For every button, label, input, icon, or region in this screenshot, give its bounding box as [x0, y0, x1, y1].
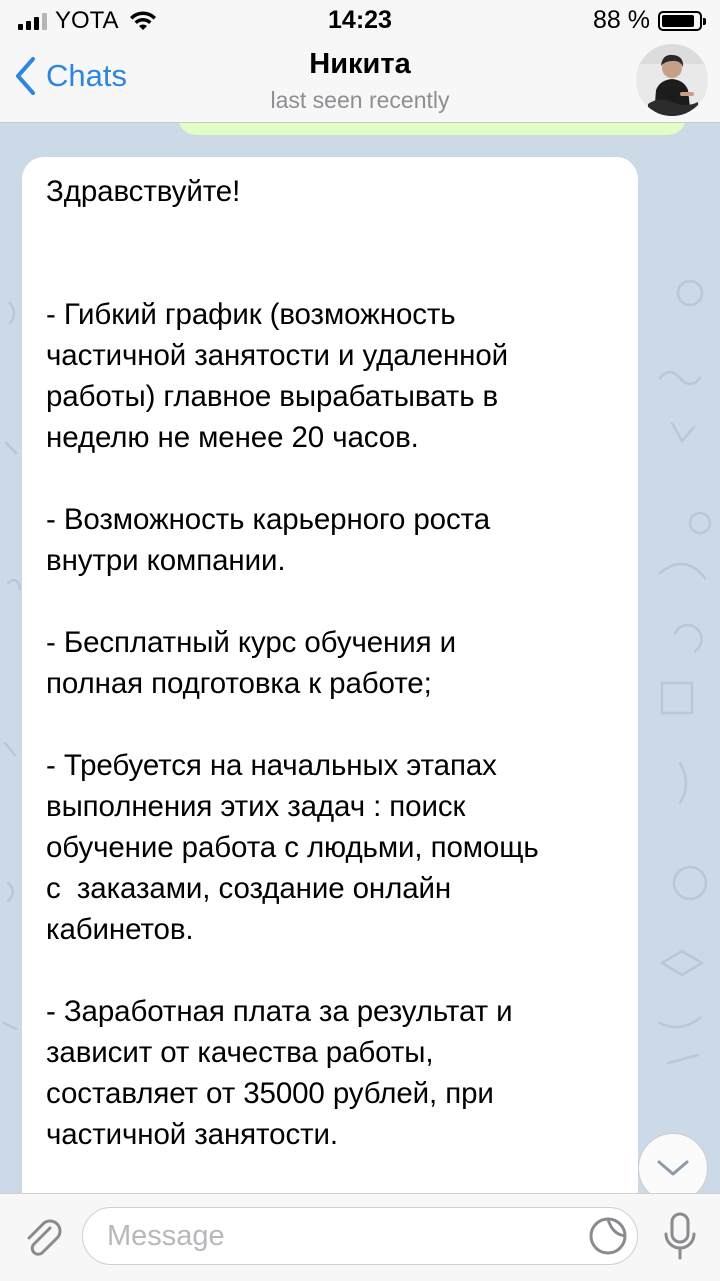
chat-header	[0, 40, 720, 123]
message-item-salary: - Заработная плата за результат и зависит от качества работы, составляет от 35000 рублей, при частичной занятости.	[46, 995, 513, 1151]
paperclip-icon[interactable]	[20, 1214, 64, 1258]
status-time: 14:23	[328, 6, 392, 34]
chat-subtitle: last seen recently	[270, 87, 450, 113]
sticker-icon[interactable]	[586, 1214, 630, 1258]
message-item-tasks: - Требуется на начальных этапах выполнения этих задач : поиск обучение работа с людьми, помощь с заказами, создание онлайн кабинетов.	[46, 749, 539, 946]
message-item-training: - Бесплатный курс обучения и полная подготовка к работе;	[46, 626, 456, 700]
avatar[interactable]	[636, 44, 708, 116]
avatar-image	[636, 44, 708, 116]
carrier-name: YOTA	[55, 7, 119, 34]
incoming-message-bubble[interactable]	[22, 157, 638, 1193]
battery-icon	[658, 11, 702, 31]
previous-message-bubble	[178, 123, 686, 135]
status-bar	[0, 0, 720, 40]
message-input-bar	[0, 1193, 720, 1281]
message-spacer	[46, 704, 616, 745]
battery-level	[662, 15, 694, 27]
back-label: Chats	[46, 58, 127, 93]
message-blank-line	[46, 212, 616, 294]
message-input[interactable]	[82, 1207, 638, 1265]
message-spacer	[46, 581, 616, 622]
battery-percent: 88 %	[593, 6, 650, 34]
chat-area[interactable]	[0, 123, 720, 1193]
status-right	[593, 6, 702, 35]
message-spacer	[46, 458, 616, 499]
chat-title: Никита	[309, 48, 411, 80]
microphone-icon[interactable]	[658, 1210, 702, 1262]
message-item-schedule: - Гибкий график (возможность частичной занятости и удаленной работы) главное вырабатывать в неделю не менее 20 часов.	[46, 298, 509, 454]
message-item-career: - Возможность карьерного роста внутри компании.	[46, 503, 491, 577]
message-greeting: Здравствуйте!	[46, 175, 241, 208]
chevron-down-icon	[656, 1158, 690, 1178]
message-spacer	[46, 950, 616, 991]
chat-title-block[interactable]	[0, 48, 720, 114]
